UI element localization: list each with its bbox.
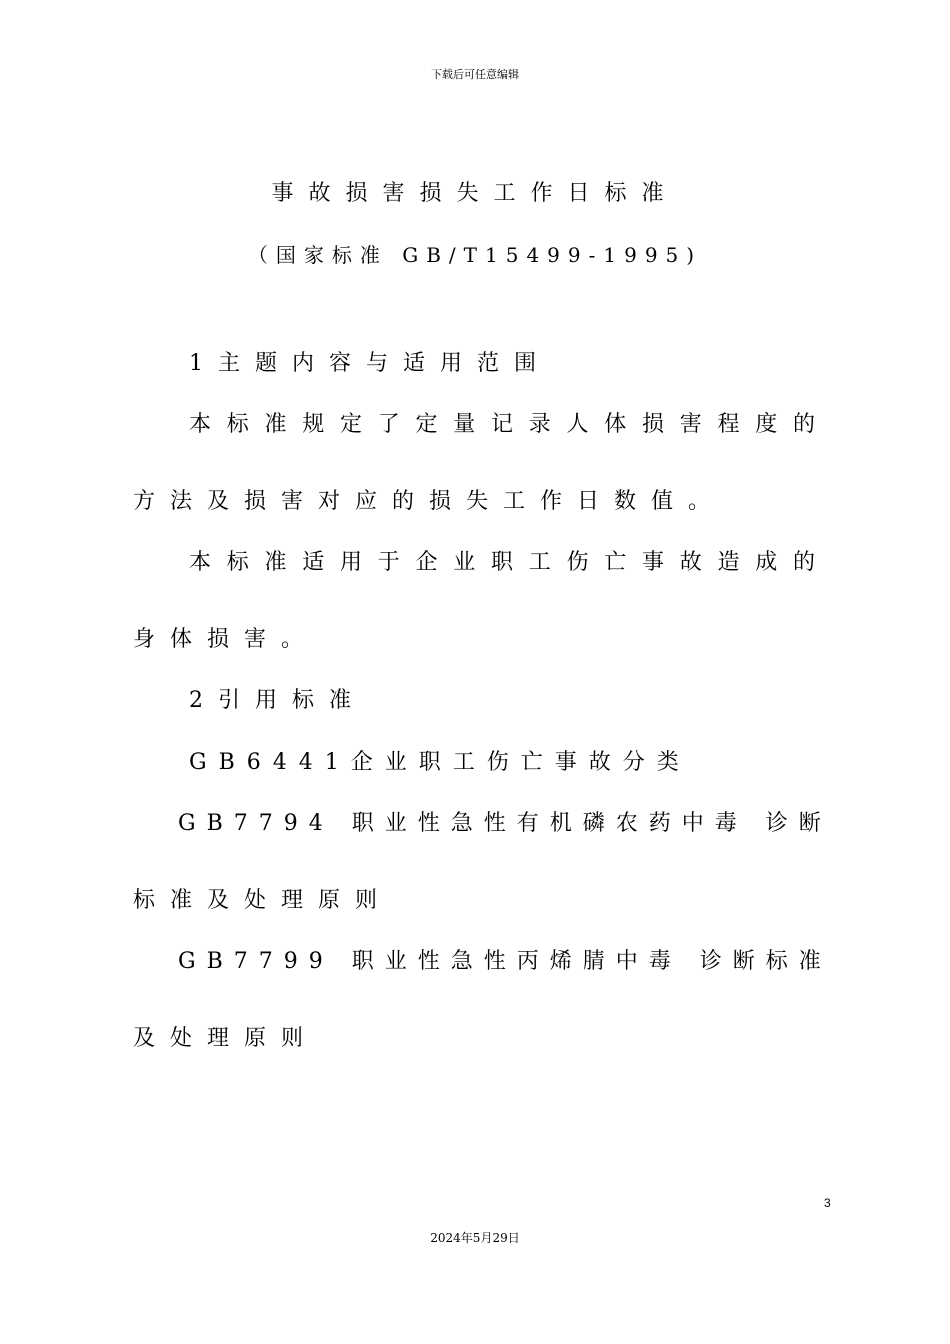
document-title: 事故损害损失工作日标准 [271,181,679,206]
section-heading-1: 1主题内容与适用范围 [189,351,551,376]
paragraph-line: 方法及损害对应的损失工作日数值。 [133,489,726,514]
paragraph-line: 本标准规定了定量记录人体损害程度的 [189,412,815,437]
page-number: 3 [824,1196,831,1210]
paragraph-line: 标准及处理原则 [133,888,393,913]
reference-standard: GB7799 职业性急性丙烯腈中毒 诊断标准 [178,949,832,974]
reference-standard: GB7794 职业性急性有机磷农药中毒 诊断 [178,811,832,836]
paragraph-line: 及处理原则 [133,1026,319,1051]
page-header-note: 下载后可任意编辑 [431,68,519,81]
document-subtitle: （国家标准 GB/T15499-1995) [247,243,703,267]
section-heading-2: 2引用标准 [189,688,366,713]
footer-date: 2024年5月29日 [430,1231,520,1245]
paragraph-line: 身体损害。 [133,627,319,652]
reference-standard: GB6441企业职工伤亡事故分类 [189,750,691,775]
paragraph-line: 本标准适用于企业职工伤亡事故造成的 [189,550,815,575]
